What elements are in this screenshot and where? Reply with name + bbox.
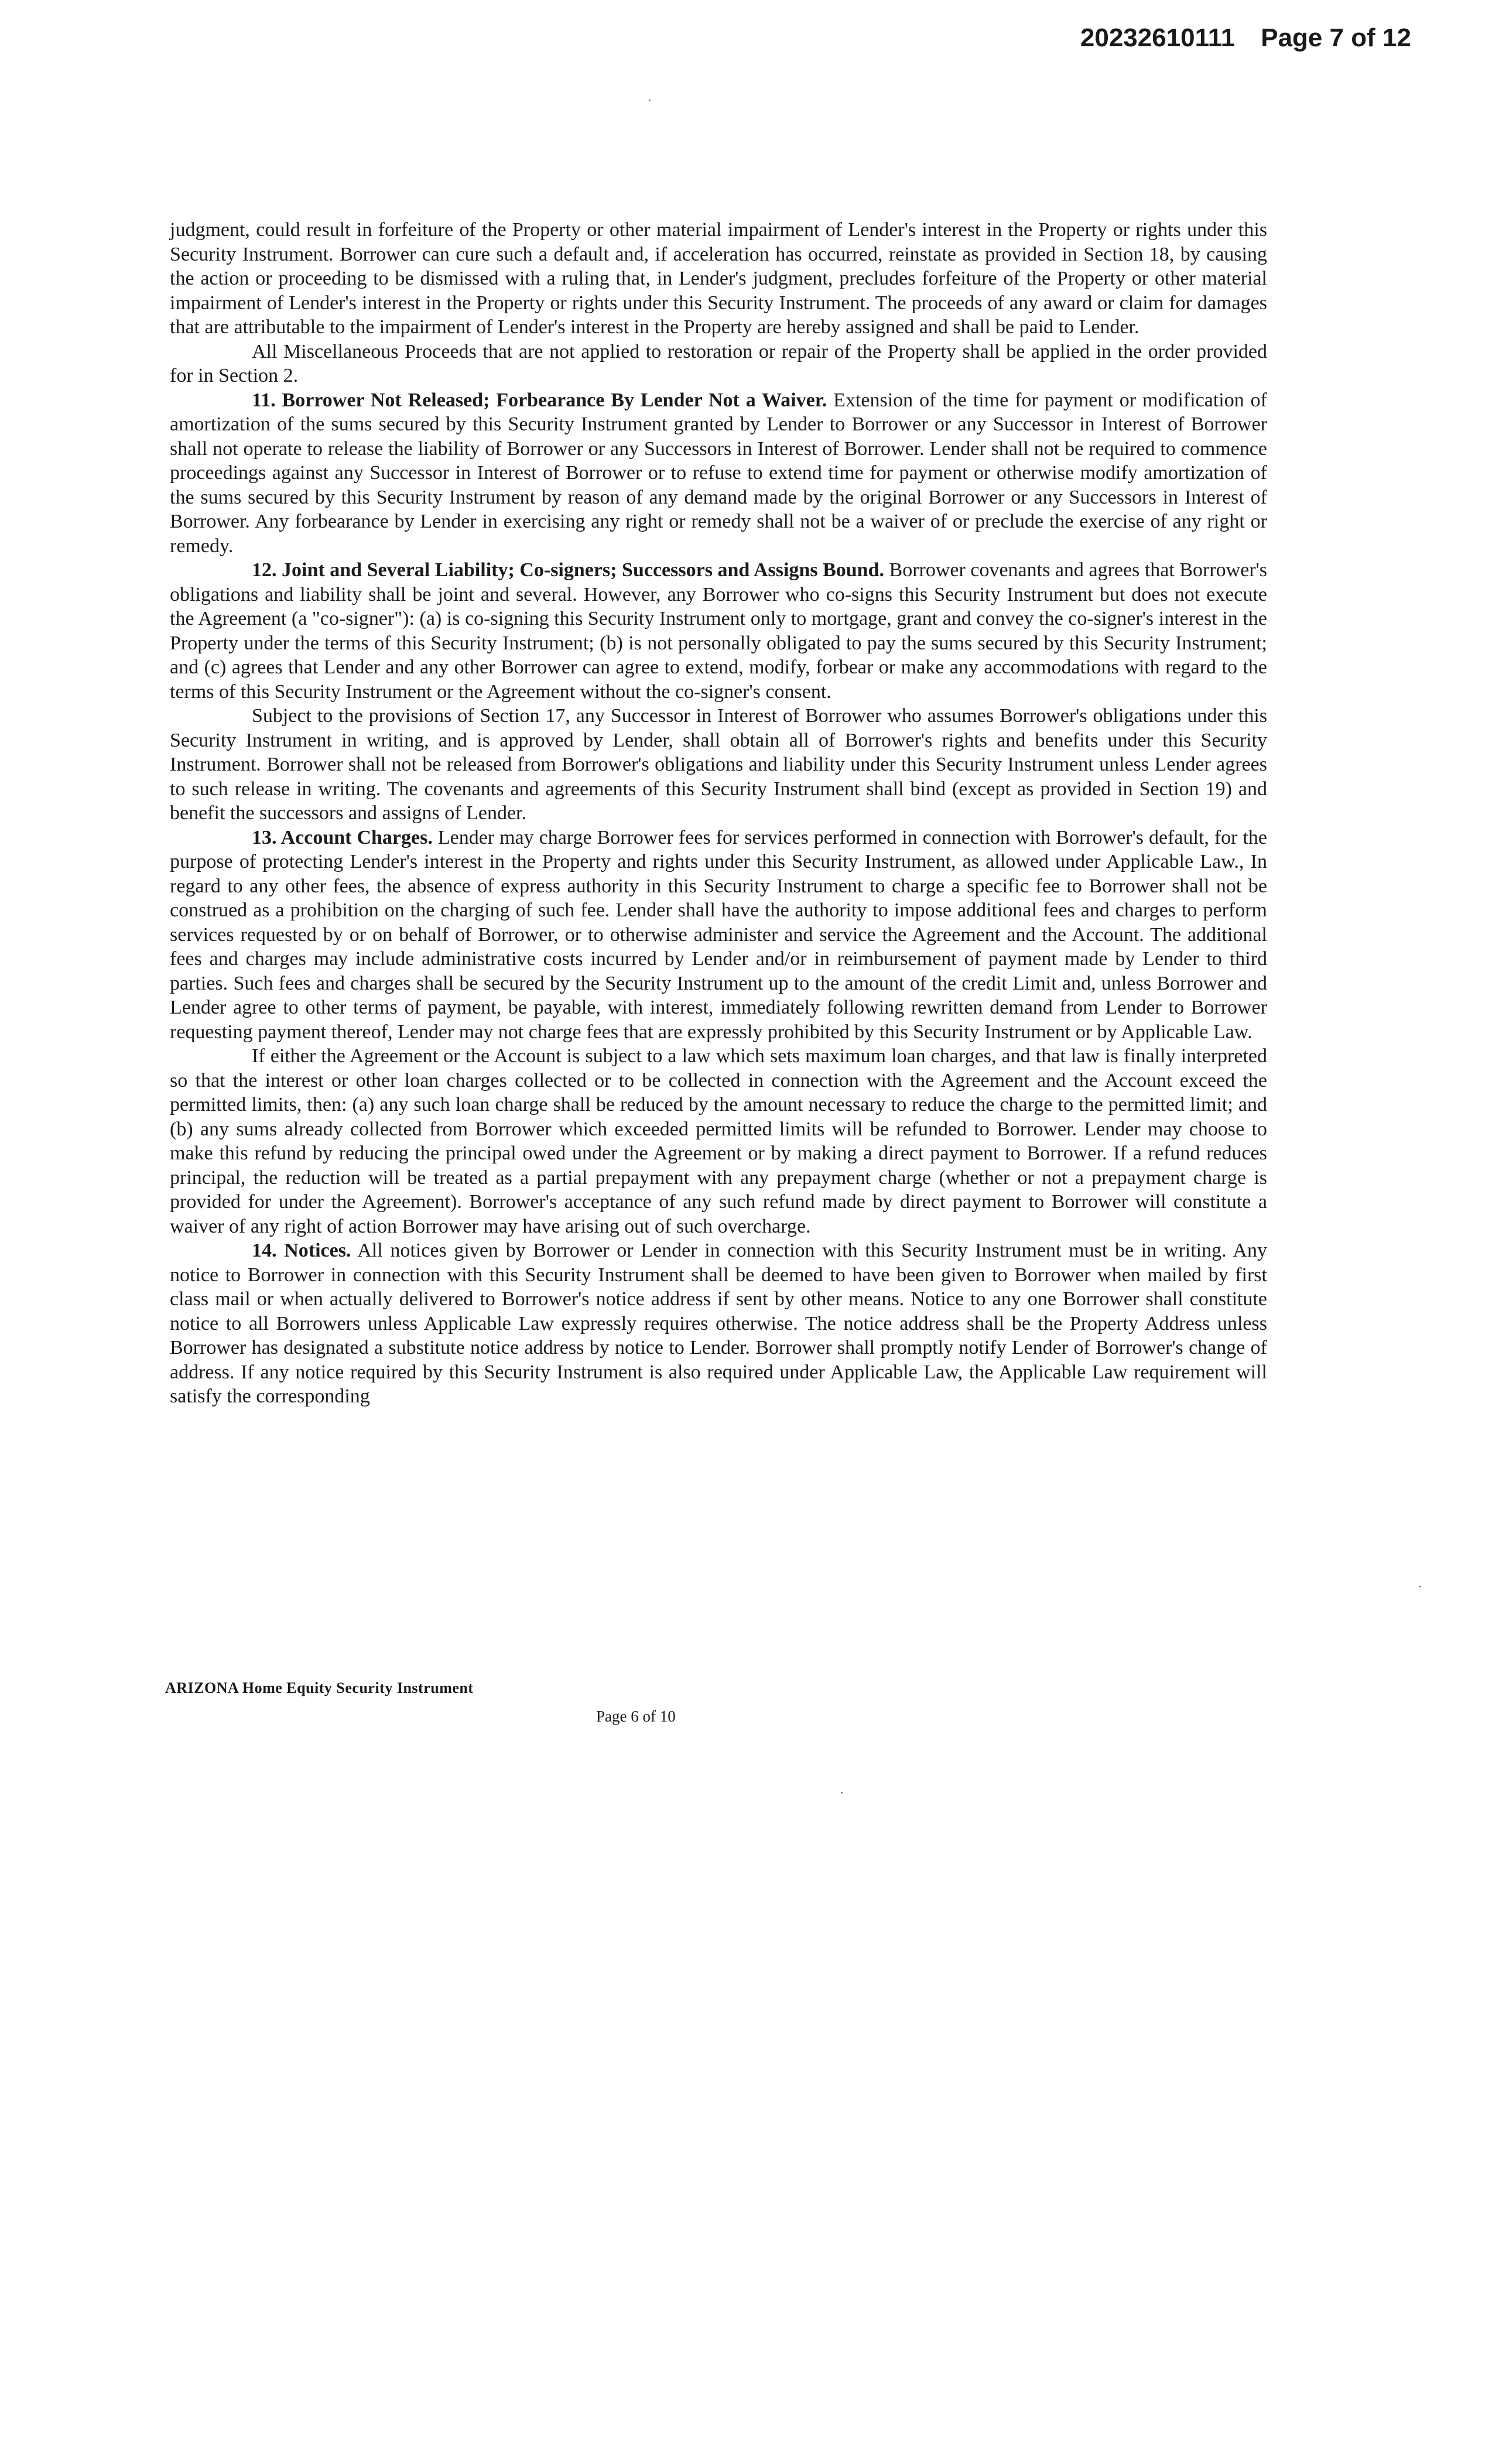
section-13-heading: 13. Account Charges. <box>252 826 433 848</box>
section-11 <box>170 388 1267 559</box>
paragraph-continuation: judgment, could result in forfeiture of the Property or other material impairment of Lender's interest in the Property or rights under this Security Instrument. Borrower can cure such a default and, if acceleration has occurred, reinstate as provided in Section 18, by causing the action or proceeding to be dismissed with a ruling that, in Lender's judgment, precludes forfeiture of the Property or other material impairment of Lender's interest in the Property or rights under this Security Instrument. The proceeds of any award or claim for damages that are attributable to the impairment of Lender's interest in the Property are hereby assigned and shall be paid to Lender. <box>170 219 1267 338</box>
section-13-text: Lender may charge Borrower fees for services performed in connection with Borrower's default, for the purpose of protecting Lender's interest in the Property and rights under this Security Instrument, as allowed under Applicable Law., In regard to any other fees, the absence of express authority in this Security Instrument to charge a specific fee to Borrower shall not be construed as a prohibition on the charging of such fee. Lender shall have the authority to impose additional fees and charges to perform services requested by or on behalf of Borrower, or to otherwise administer and service the Agreement and the Account. The additional fees and charges may include administrative costs incurred by Lender and/or in reimbursement of payment made by Lender to third parties. Such fees and charges shall be secured by the Security Instrument up to the amount of the credit Limit and, unless Borrower and Lender agree to other terms of payment, be payable, with interest, immediately following rewritten demand from Lender to Borrower requesting payment thereof, Lender may not charge fees that are expressly prohibited by this Security Instrument or by Applicable Law. <box>170 826 1267 1043</box>
section-13-paragraph-2: If either the Agreement or the Account is subject to a law which sets maximum loan charges, and that law is finally interpreted so that the interest or other loan charges collected or to be collected in connection with the Agreement and the Account exceed the permitted limits, then: (a) any such loan charge shall be reduced by the amount necessary to reduce the charge to the permitted limit; and (b) any sums already collected from Borrower which exceeded permitted limits will be refunded to Borrower. Lender may choose to make this refund by reducing the principal owed under the Agreement or by making a direct payment to Borrower. If a refund reduces principal, the reduction will be treated as a partial prepayment with any prepayment charge (whether or not a prepayment charge is provided for under the Agreement). Borrower's acceptance of any such refund made by direct payment to Borrower will constitute a waiver of any right of action Borrower may have arising out of such overcharge. <box>170 1045 1267 1237</box>
scan-speck <box>841 1792 843 1794</box>
scan-speck <box>649 100 651 101</box>
section-12-text: Borrower covenants and agrees that Borrower's obligations and liability shall be joint and several. However, any Borrower who co-signs this Security Instrument but does not execute the Agreement (a "co-signer"): (a) is co-signing this Security Instrument only to mortgage, grant and convey the co-signer's interest in the Property under the terms of this Security Instrument; (b) is not personally obligated to pay the sums secured by this Security Instrument; and (c) agrees that Lender and any other Borrower can agree to extend, modify, forbear or make any accommodations with regard to the terms of this Security Instrument or the Agreement without the co-signer's consent. <box>170 559 1267 703</box>
page-indicator: Page 7 of 12 <box>1261 23 1411 52</box>
section-11-heading: 11. Borrower Not Released; Forbearance By Lender Not a Waiver. <box>252 389 827 411</box>
document-body <box>170 218 1267 1409</box>
section-12-heading: 12. Joint and Several Liability; Co-signers; Successors and Assigns Bound. <box>252 559 884 581</box>
section-13 <box>170 826 1267 1045</box>
section-11-text: Extension of the time for payment or modification of amortization of the sums secured by this Security Instrument granted by Lender to Borrower or any Successor in Interest of Borrower shall not operate to release the liability of Borrower or any Successors in Interest of Borrower. Lender shall not be required to commence proceedings against any Successor in Interest of Borrower or to refuse to extend time for payment or otherwise modify amortization of the sums secured by this Security Instrument by reason of any demand made by the original Borrower or any Successors in Interest of Borrower. Any forbearance by Lender in exercising any right or remedy shall not be a waiver of or preclude the exercise of any right or remedy. <box>170 389 1267 557</box>
document-number: 20232610111 <box>1080 23 1236 52</box>
scan-speck <box>1419 1586 1421 1587</box>
section-14 <box>170 1238 1267 1409</box>
paragraph-miscellaneous-proceeds: All Miscellaneous Proceeds that are not applied to restoration or repair of the Property shall be applied in the order provided for in Section 2. <box>170 340 1267 386</box>
form-title: ARIZONA Home Equity Security Instrument <box>165 1679 474 1696</box>
section-12 <box>170 558 1267 704</box>
recording-page-stamp <box>1080 23 1411 53</box>
section-14-heading: 14. Notices. <box>252 1240 351 1261</box>
section-14-text: All notices given by Borrower or Lender in connection with this Security Instrument must be in writing. Any notice to Borrower in connection with this Security Instrument shall be deemed to have been given to Borrower when mailed by first class mail or when actually delivered to Borrower's notice address if sent by other means. Notice to any one Borrower shall constitute notice to all Borrowers unless Applicable Law expressly requires otherwise. The notice address shall be the Property Address unless Borrower has designated a substitute notice address by notice to Lender. Borrower shall promptly notify Lender of Borrower's change of address. If any notice required by this Security Instrument is also required under Applicable Law, the Applicable Law requirement will satisfy the corresponding <box>170 1240 1267 1407</box>
footer-page-number: Page 6 of 10 <box>596 1707 676 1725</box>
section-12-paragraph-2: Subject to the provisions of Section 17, any Successor in Interest of Borrower who assumes Borrower's obligations under this Security Instrument in writing, and is approved by Lender, shall obtain all of Borrower's rights and benefits under this Security Instrument. Borrower shall not be released from Borrower's obligations and liability under this Security Instrument unless Lender agrees to such release in writing. The covenants and agreements of this Security Instrument shall bind (except as provided in Section 19) and benefit the successors and assigns of Lender. <box>170 705 1267 824</box>
